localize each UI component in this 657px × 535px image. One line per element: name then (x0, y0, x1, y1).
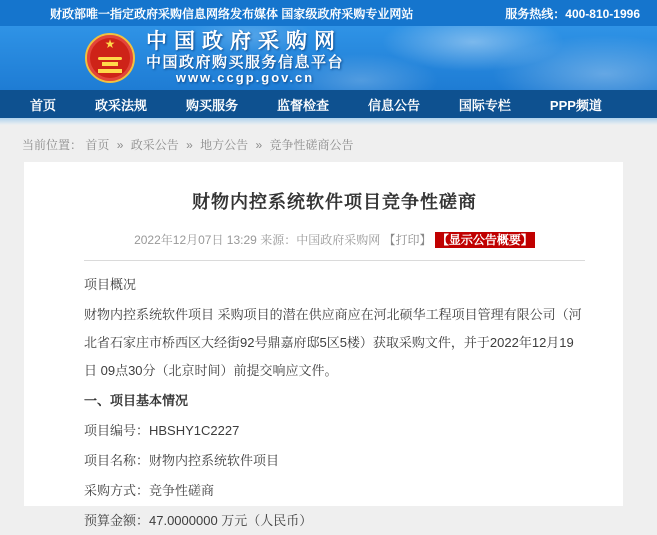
publish-datetime: 2022年12月07日 13:29 (134, 233, 257, 247)
article-meta (84, 231, 585, 248)
top-service-bar (0, 0, 657, 26)
national-emblem-icon (85, 33, 135, 83)
site-slogan: 财政部唯一指定政府采购信息网络发布媒体 国家级政府采购专业网站 (50, 6, 414, 21)
breadcrumb-home[interactable]: 首页 (85, 138, 110, 152)
nav-item-home[interactable]: 首页 (30, 97, 57, 113)
site-header (0, 26, 657, 90)
nav-bottom-strip (0, 118, 657, 125)
breadcrumb-separator: » (116, 138, 124, 152)
breadcrumb-separator: » (255, 138, 263, 152)
article-panel (24, 162, 623, 528)
page-title: 财物内控系统软件项目竞争性磋商 (192, 192, 477, 212)
site-logo[interactable] (85, 30, 344, 86)
nav-item-supervision[interactable]: 监督检查 (276, 97, 329, 113)
service-hotline: 服务热线：400-810-1996 (505, 6, 640, 21)
breadcrumb (0, 125, 657, 162)
project-overview-text: 财物内控系统软件项目 采购项目的潜在供应商应在河北硕华工程项目管理有限公司（河北省石家庄市桥西区大经街92号鼎嘉府邸5区5楼）获取采购文件，并于2022年12月19日 09点30分（北京时间）前提交响应文件。 (84, 307, 582, 378)
nav-item-ppp[interactable]: PPP频道 (549, 97, 602, 113)
project-number: 项目编号：HBSHY1C2227 (84, 423, 240, 438)
section-heading-basic-info: 一、项目基本情况 (84, 393, 189, 408)
article-body (84, 271, 585, 535)
nav-item-laws[interactable]: 政采法规 (94, 97, 147, 113)
nav-item-notices[interactable]: 信息公告 (367, 97, 420, 113)
project-name: 项目名称：财物内控系统软件项目 (84, 453, 280, 468)
meta-divider (84, 260, 585, 261)
purchase-method: 采购方式：竞争性磋商 (84, 483, 215, 498)
budget-amount: 预算金额：47.0000000 万元（人民币） (84, 513, 313, 528)
breadcrumb-prefix: 当前位置： (22, 138, 83, 152)
nav-item-international[interactable]: 国际专栏 (458, 97, 511, 113)
star-icon: ★ (104, 36, 116, 51)
site-subtitle: 中国政府购买服务信息平台 (146, 53, 345, 71)
breadcrumb-local[interactable]: 地方公告 (200, 138, 249, 152)
project-overview-label: 项目概况 (84, 277, 137, 292)
site-url: www.ccgp.gov.cn (175, 70, 315, 86)
site-name: 中国政府采购网 (146, 29, 342, 53)
article-source: 来源：中国政府采购网 (260, 233, 381, 247)
nav-item-services[interactable]: 购买服务 (185, 97, 238, 113)
show-summary-button[interactable]: 【显示公告概要】 (436, 233, 533, 247)
breadcrumb-separator: » (186, 138, 193, 152)
breadcrumb-notices[interactable]: 政采公告 (130, 138, 179, 152)
main-nav (0, 90, 657, 118)
print-button[interactable]: 【打印】 (383, 233, 432, 247)
breadcrumb-current: 竞争性磋商公告 (269, 138, 354, 152)
